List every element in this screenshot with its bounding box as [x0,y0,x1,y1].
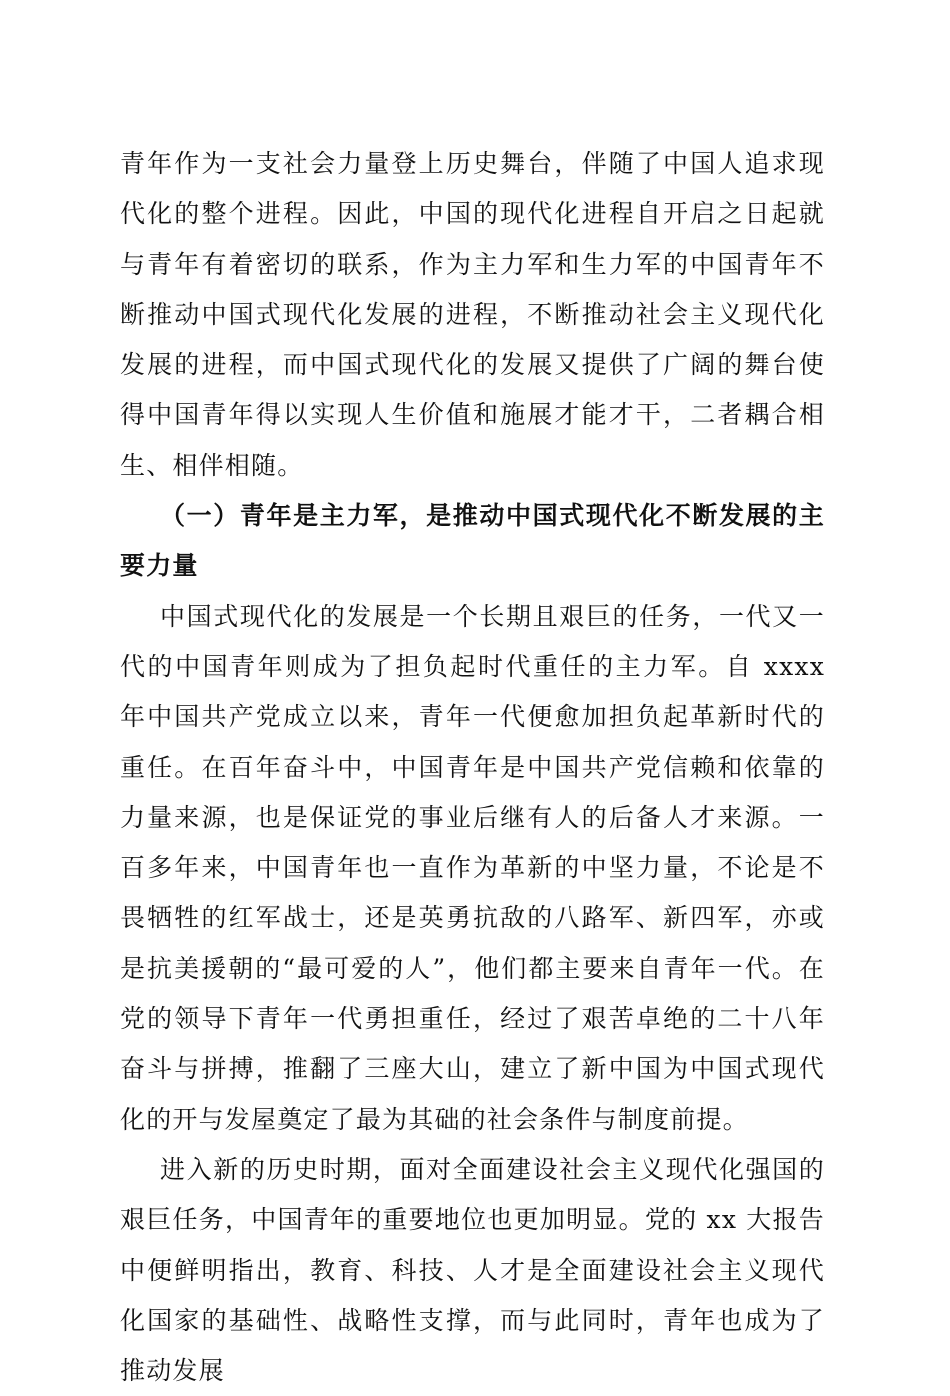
paragraph-intro: 青年作为一支社会力量登上历史舞台，伴随了中国人追求现代化的整个进程。因此，中国的现代化进程自开启之日起就与青年有着密切的联系，作为主力军和生力军的中国青年不断推动中国式现代化发展的进程，不断推动社会主义现代化发展的进程，而中国式现代化的发展又提供了广阔的舞台使得中国青年得以实现人生价值和施展才能才干，二者耦合相生、相伴相随。 [120,149,825,480]
section-heading: （一）青年是主力军，是推动中国式现代化不断发展的主要力量 [120,501,825,581]
document-body [120,139,825,1396]
paragraph-new-era: 进入新的历史时期，面对全面建设社会主义现代化强国的艰巨任务，中国青年的重要地位也更加明显。党的 xx 大报告中便鲜明指出，教育、科技、人才是全面建设社会主义现代化国家的基础性、战略性支撑，而与此同时，青年也成为了推动发展 [120,1154,825,1386]
paragraph-main-force: 中国式现代化的发展是一个长期且艰巨的任务，一代又一代的中国青年则成为了担负起时代重任的主力军。自 xxxx 年中国共产党成立以来，青年一代便愈加担负起革新时代的重任。在百年奋斗中，中国青年是中国共产党信赖和依靠的力量来源，也是保证党的事业后继有人的后备人才来源。一百多年来，中国青年也一直作为革新的中坚力量，不论是不畏牺牲的红军战士，还是英勇抗敌的八路军、新四军，亦或是抗美援朝的“最可爱的人”，他们都主要来自青年一代。在党的领导下青年一代勇担重任，经过了艰苦卓绝的二十八年奋斗与拼搏，推翻了三座大山，建立了新中国为中国式现代化的开与发屋奠定了最为其础的社会条件与制度前提。 [120,601,825,1134]
